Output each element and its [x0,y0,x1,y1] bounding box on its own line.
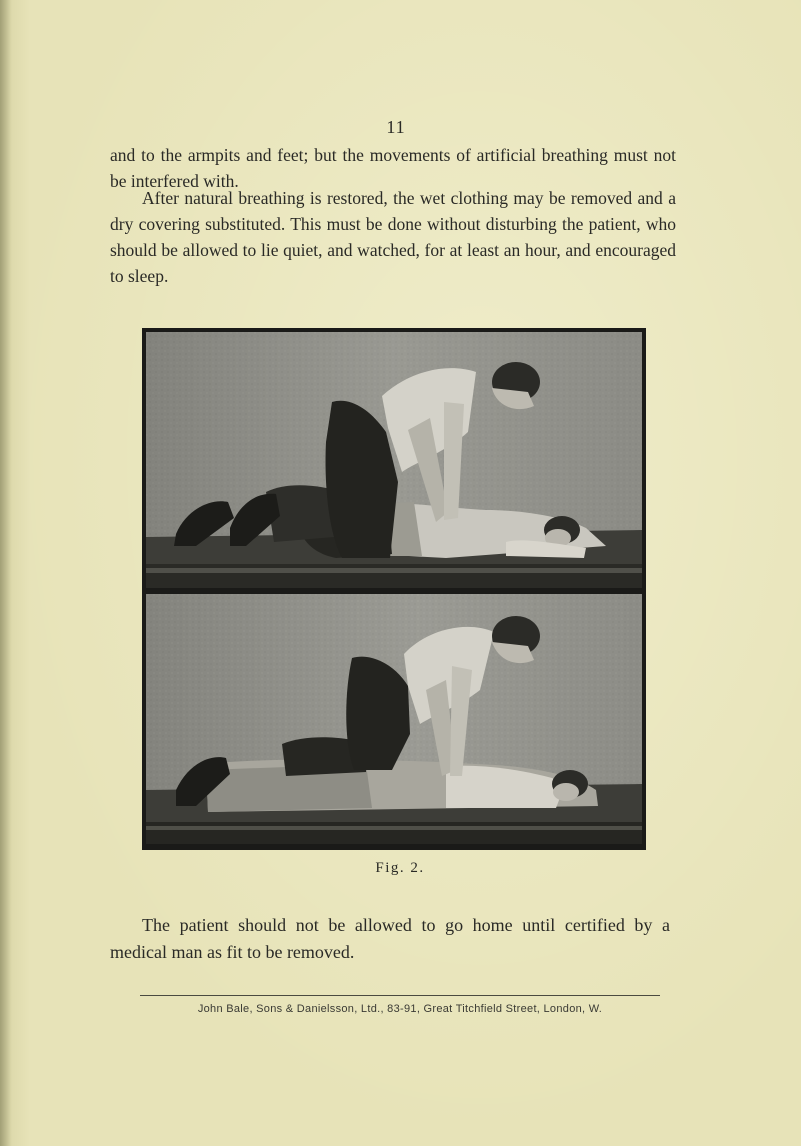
photo-artificial-respiration-upright [146,332,642,588]
printer-imprint: John Bale, Sons & Danielsson, Ltd., 83-91, Great Titchfield Street, London, W. [197,1003,603,1015]
figure-caption: Fig. 2. [375,860,425,876]
photo-panel-top [146,332,642,588]
page-number: 11 [386,117,406,137]
photo-artificial-respiration-forward [146,594,642,844]
binding-shadow [0,0,12,1146]
imprint-divider [140,995,660,996]
photo-panel-bottom [146,594,642,844]
paragraph-certification: The patient should not be allowed to go home until certified by a medical man as fit to be removed. [110,915,670,962]
figure-photograph [142,328,646,850]
paragraph-natural-breathing: After natural breathing is restored, the wet clothing may be removed and a dry covering substituted. This must be done without disturbing the patient, who should be allowed to lie quiet, and watched, for at least an hour, and encouraged to sleep. [110,188,676,286]
paragraph-artificial-breathing: and to the armpits and feet; but the movements of artificial breathing must not be interfered with. [110,145,676,191]
